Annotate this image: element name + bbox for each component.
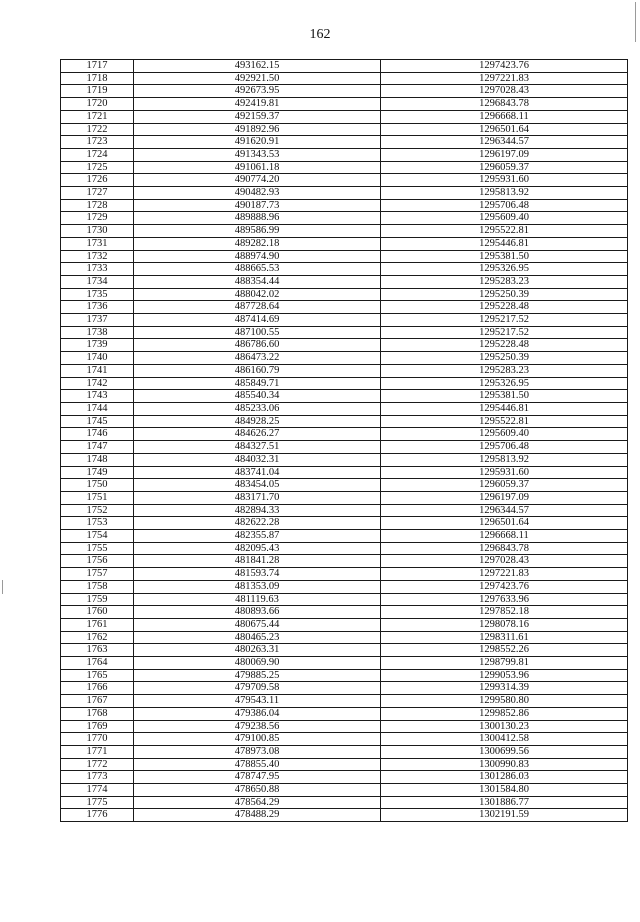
page-number: 162 [309, 27, 331, 42]
point-number-cell: 1724 [61, 148, 134, 161]
x-coordinate-cell: 485849.71 [134, 377, 381, 390]
x-coordinate-cell: 486473.22 [134, 352, 381, 365]
table-row [61, 110, 628, 123]
y-coordinate-cell: 1296059.37 [381, 161, 628, 174]
point-number-cell: 1765 [61, 669, 134, 682]
x-coordinate-cell: 488665.53 [134, 263, 381, 276]
y-coordinate-cell: 1295522.81 [381, 225, 628, 238]
x-coordinate-cell: 492921.50 [134, 72, 381, 85]
table-row [61, 237, 628, 250]
x-coordinate-cell: 489282.18 [134, 237, 381, 250]
table-row [61, 148, 628, 161]
point-number-cell: 1755 [61, 542, 134, 555]
y-coordinate-cell: 1295609.40 [381, 428, 628, 441]
y-coordinate-cell: 1295217.52 [381, 314, 628, 327]
y-coordinate-cell: 1299852.86 [381, 707, 628, 720]
y-coordinate-cell: 1295381.50 [381, 250, 628, 263]
table-row [61, 682, 628, 695]
point-number-cell: 1727 [61, 187, 134, 200]
x-coordinate-cell: 492673.95 [134, 85, 381, 98]
y-coordinate-cell: 1299053.96 [381, 669, 628, 682]
y-coordinate-cell: 1297423.76 [381, 60, 628, 73]
table-row [61, 695, 628, 708]
x-coordinate-cell: 480893.66 [134, 606, 381, 619]
point-number-cell: 1725 [61, 161, 134, 174]
x-coordinate-cell: 479543.11 [134, 695, 381, 708]
table-row [61, 174, 628, 187]
table-row [61, 187, 628, 200]
point-number-cell: 1731 [61, 237, 134, 250]
point-number-cell: 1768 [61, 707, 134, 720]
point-number-cell: 1758 [61, 580, 134, 593]
point-number-cell: 1726 [61, 174, 134, 187]
y-coordinate-cell: 1295706.48 [381, 199, 628, 212]
y-coordinate-cell: 1299580.80 [381, 695, 628, 708]
scan-artifact-top-right [635, 2, 636, 42]
coordinates-table [60, 59, 628, 822]
point-number-cell: 1730 [61, 225, 134, 238]
table-row [61, 199, 628, 212]
y-coordinate-cell: 1300699.56 [381, 745, 628, 758]
x-coordinate-cell: 488042.02 [134, 288, 381, 301]
x-coordinate-cell: 488974.90 [134, 250, 381, 263]
scan-artifact-left [2, 580, 3, 594]
point-number-cell: 1747 [61, 441, 134, 454]
x-coordinate-cell: 483454.05 [134, 479, 381, 492]
table-row [61, 123, 628, 136]
x-coordinate-cell: 486160.79 [134, 364, 381, 377]
point-number-cell: 1761 [61, 618, 134, 631]
y-coordinate-cell: 1296843.78 [381, 98, 628, 111]
table-row [61, 555, 628, 568]
x-coordinate-cell: 487414.69 [134, 314, 381, 327]
x-coordinate-cell: 478747.95 [134, 771, 381, 784]
table-row [61, 136, 628, 149]
x-coordinate-cell: 480465.23 [134, 631, 381, 644]
point-number-cell: 1742 [61, 377, 134, 390]
x-coordinate-cell: 479885.25 [134, 669, 381, 682]
point-number-cell: 1720 [61, 98, 134, 111]
point-number-cell: 1757 [61, 568, 134, 581]
y-coordinate-cell: 1295931.60 [381, 174, 628, 187]
point-number-cell: 1762 [61, 631, 134, 644]
point-number-cell: 1723 [61, 136, 134, 149]
y-coordinate-cell: 1295217.52 [381, 326, 628, 339]
point-number-cell: 1722 [61, 123, 134, 136]
y-coordinate-cell: 1297633.96 [381, 593, 628, 606]
point-number-cell: 1772 [61, 758, 134, 771]
x-coordinate-cell: 478855.40 [134, 758, 381, 771]
x-coordinate-cell: 490482.93 [134, 187, 381, 200]
table-row [61, 212, 628, 225]
y-coordinate-cell: 1301584.80 [381, 784, 628, 797]
table-row [61, 339, 628, 352]
y-coordinate-cell: 1297028.43 [381, 85, 628, 98]
table-row [61, 466, 628, 479]
y-coordinate-cell: 1295706.48 [381, 441, 628, 454]
table-row [61, 809, 628, 822]
table-row [61, 250, 628, 263]
x-coordinate-cell: 490774.20 [134, 174, 381, 187]
y-coordinate-cell: 1295931.60 [381, 466, 628, 479]
y-coordinate-cell: 1295446.81 [381, 402, 628, 415]
point-number-cell: 1735 [61, 288, 134, 301]
table-row [61, 657, 628, 670]
y-coordinate-cell: 1295283.23 [381, 364, 628, 377]
table-row [61, 275, 628, 288]
point-number-cell: 1752 [61, 504, 134, 517]
table-row [61, 707, 628, 720]
point-number-cell: 1763 [61, 644, 134, 657]
table-row [61, 606, 628, 619]
x-coordinate-cell: 492159.37 [134, 110, 381, 123]
y-coordinate-cell: 1296344.57 [381, 504, 628, 517]
point-number-cell: 1773 [61, 771, 134, 784]
point-number-cell: 1719 [61, 85, 134, 98]
table-row [61, 288, 628, 301]
table-row [61, 377, 628, 390]
y-coordinate-cell: 1300412.58 [381, 733, 628, 746]
table-row [61, 733, 628, 746]
x-coordinate-cell: 490187.73 [134, 199, 381, 212]
point-number-cell: 1743 [61, 390, 134, 403]
table-row [61, 479, 628, 492]
point-number-cell: 1745 [61, 415, 134, 428]
x-coordinate-cell: 483741.04 [134, 466, 381, 479]
point-number-cell: 1740 [61, 352, 134, 365]
x-coordinate-cell: 491061.18 [134, 161, 381, 174]
table-row [61, 263, 628, 276]
table-row [61, 796, 628, 809]
x-coordinate-cell: 489888.96 [134, 212, 381, 225]
point-number-cell: 1734 [61, 275, 134, 288]
x-coordinate-cell: 481593.74 [134, 568, 381, 581]
y-coordinate-cell: 1301886.77 [381, 796, 628, 809]
point-number-cell: 1754 [61, 530, 134, 543]
point-number-cell: 1718 [61, 72, 134, 85]
x-coordinate-cell: 478488.29 [134, 809, 381, 822]
table-row [61, 580, 628, 593]
y-coordinate-cell: 1296501.64 [381, 517, 628, 530]
y-coordinate-cell: 1295446.81 [381, 237, 628, 250]
point-number-cell: 1728 [61, 199, 134, 212]
table-row [61, 771, 628, 784]
x-coordinate-cell: 492419.81 [134, 98, 381, 111]
table-row [61, 364, 628, 377]
y-coordinate-cell: 1295228.48 [381, 301, 628, 314]
y-coordinate-cell: 1299314.39 [381, 682, 628, 695]
point-number-cell: 1756 [61, 555, 134, 568]
y-coordinate-cell: 1298799.81 [381, 657, 628, 670]
table-row [61, 453, 628, 466]
table-row [61, 745, 628, 758]
x-coordinate-cell: 489586.99 [134, 225, 381, 238]
table-row [61, 85, 628, 98]
point-number-cell: 1760 [61, 606, 134, 619]
y-coordinate-cell: 1296668.11 [381, 110, 628, 123]
x-coordinate-cell: 482355.87 [134, 530, 381, 543]
point-number-cell: 1748 [61, 453, 134, 466]
y-coordinate-cell: 1297221.83 [381, 72, 628, 85]
point-number-cell: 1751 [61, 491, 134, 504]
x-coordinate-cell: 479709.58 [134, 682, 381, 695]
x-coordinate-cell: 487100.55 [134, 326, 381, 339]
table-row [61, 542, 628, 555]
y-coordinate-cell: 1300130.23 [381, 720, 628, 733]
point-number-cell: 1759 [61, 593, 134, 606]
point-number-cell: 1771 [61, 745, 134, 758]
table-row [61, 593, 628, 606]
x-coordinate-cell: 479386.04 [134, 707, 381, 720]
y-coordinate-cell: 1298552.26 [381, 644, 628, 657]
y-coordinate-cell: 1297028.43 [381, 555, 628, 568]
x-coordinate-cell: 481353.09 [134, 580, 381, 593]
x-coordinate-cell: 484327.51 [134, 441, 381, 454]
y-coordinate-cell: 1296843.78 [381, 542, 628, 555]
table-row [61, 72, 628, 85]
x-coordinate-cell: 483171.70 [134, 491, 381, 504]
table-row [61, 98, 628, 111]
x-coordinate-cell: 481119.63 [134, 593, 381, 606]
x-coordinate-cell: 478973.08 [134, 745, 381, 758]
y-coordinate-cell: 1295326.95 [381, 263, 628, 276]
point-number-cell: 1749 [61, 466, 134, 479]
point-number-cell: 1741 [61, 364, 134, 377]
x-coordinate-cell: 488354.44 [134, 275, 381, 288]
y-coordinate-cell: 1295228.48 [381, 339, 628, 352]
y-coordinate-cell: 1295609.40 [381, 212, 628, 225]
table-row [61, 352, 628, 365]
point-number-cell: 1774 [61, 784, 134, 797]
x-coordinate-cell: 480263.31 [134, 644, 381, 657]
table-row [61, 720, 628, 733]
point-number-cell: 1776 [61, 809, 134, 822]
y-coordinate-cell: 1297221.83 [381, 568, 628, 581]
x-coordinate-cell: 491892.96 [134, 123, 381, 136]
point-number-cell: 1736 [61, 301, 134, 314]
x-coordinate-cell: 491343.53 [134, 148, 381, 161]
table-row [61, 326, 628, 339]
x-coordinate-cell: 478650.88 [134, 784, 381, 797]
point-number-cell: 1769 [61, 720, 134, 733]
x-coordinate-cell: 486786.60 [134, 339, 381, 352]
x-coordinate-cell: 485540.34 [134, 390, 381, 403]
table-row [61, 225, 628, 238]
table-row [61, 618, 628, 631]
table-row [61, 504, 628, 517]
point-number-cell: 1738 [61, 326, 134, 339]
y-coordinate-cell: 1302191.59 [381, 809, 628, 822]
table-row [61, 60, 628, 73]
point-number-cell: 1721 [61, 110, 134, 123]
y-coordinate-cell: 1295813.92 [381, 453, 628, 466]
y-coordinate-cell: 1296059.37 [381, 479, 628, 492]
y-coordinate-cell: 1295813.92 [381, 187, 628, 200]
point-number-cell: 1744 [61, 402, 134, 415]
y-coordinate-cell: 1296197.09 [381, 491, 628, 504]
y-coordinate-cell: 1300990.83 [381, 758, 628, 771]
y-coordinate-cell: 1296197.09 [381, 148, 628, 161]
table-row [61, 390, 628, 403]
point-number-cell: 1732 [61, 250, 134, 263]
point-number-cell: 1753 [61, 517, 134, 530]
x-coordinate-cell: 479238.56 [134, 720, 381, 733]
y-coordinate-cell: 1295250.39 [381, 288, 628, 301]
table-row [61, 530, 628, 543]
x-coordinate-cell: 478564.29 [134, 796, 381, 809]
y-coordinate-cell: 1295381.50 [381, 390, 628, 403]
point-number-cell: 1750 [61, 479, 134, 492]
x-coordinate-cell: 482894.33 [134, 504, 381, 517]
table-row [61, 568, 628, 581]
point-number-cell: 1739 [61, 339, 134, 352]
coordinates-table-body [61, 60, 628, 822]
y-coordinate-cell: 1295283.23 [381, 275, 628, 288]
table-row [61, 314, 628, 327]
y-coordinate-cell: 1295522.81 [381, 415, 628, 428]
table-row [61, 402, 628, 415]
table-row [61, 631, 628, 644]
x-coordinate-cell: 491620.91 [134, 136, 381, 149]
x-coordinate-cell: 482095.43 [134, 542, 381, 555]
table-row [61, 161, 628, 174]
point-number-cell: 1733 [61, 263, 134, 276]
x-coordinate-cell: 482622.28 [134, 517, 381, 530]
table-row [61, 301, 628, 314]
x-coordinate-cell: 480675.44 [134, 618, 381, 631]
table-row [61, 758, 628, 771]
y-coordinate-cell: 1298078.16 [381, 618, 628, 631]
table-row [61, 644, 628, 657]
y-coordinate-cell: 1297852.18 [381, 606, 628, 619]
table-row [61, 428, 628, 441]
point-number-cell: 1717 [61, 60, 134, 73]
table-row [61, 517, 628, 530]
table-row [61, 441, 628, 454]
y-coordinate-cell: 1296668.11 [381, 530, 628, 543]
point-number-cell: 1737 [61, 314, 134, 327]
y-coordinate-cell: 1295326.95 [381, 377, 628, 390]
table-row [61, 415, 628, 428]
y-coordinate-cell: 1295250.39 [381, 352, 628, 365]
x-coordinate-cell: 480069.90 [134, 657, 381, 670]
y-coordinate-cell: 1298311.61 [381, 631, 628, 644]
x-coordinate-cell: 487728.64 [134, 301, 381, 314]
x-coordinate-cell: 484928.25 [134, 415, 381, 428]
x-coordinate-cell: 481841.28 [134, 555, 381, 568]
x-coordinate-cell: 484032.31 [134, 453, 381, 466]
point-number-cell: 1746 [61, 428, 134, 441]
point-number-cell: 1766 [61, 682, 134, 695]
table-row [61, 491, 628, 504]
point-number-cell: 1775 [61, 796, 134, 809]
table-row [61, 669, 628, 682]
x-coordinate-cell: 493162.15 [134, 60, 381, 73]
point-number-cell: 1770 [61, 733, 134, 746]
y-coordinate-cell: 1296344.57 [381, 136, 628, 149]
x-coordinate-cell: 485233.06 [134, 402, 381, 415]
y-coordinate-cell: 1296501.64 [381, 123, 628, 136]
y-coordinate-cell: 1297423.76 [381, 580, 628, 593]
point-number-cell: 1729 [61, 212, 134, 225]
x-coordinate-cell: 479100.85 [134, 733, 381, 746]
x-coordinate-cell: 484626.27 [134, 428, 381, 441]
point-number-cell: 1764 [61, 657, 134, 670]
table-row [61, 784, 628, 797]
point-number-cell: 1767 [61, 695, 134, 708]
y-coordinate-cell: 1301286.03 [381, 771, 628, 784]
